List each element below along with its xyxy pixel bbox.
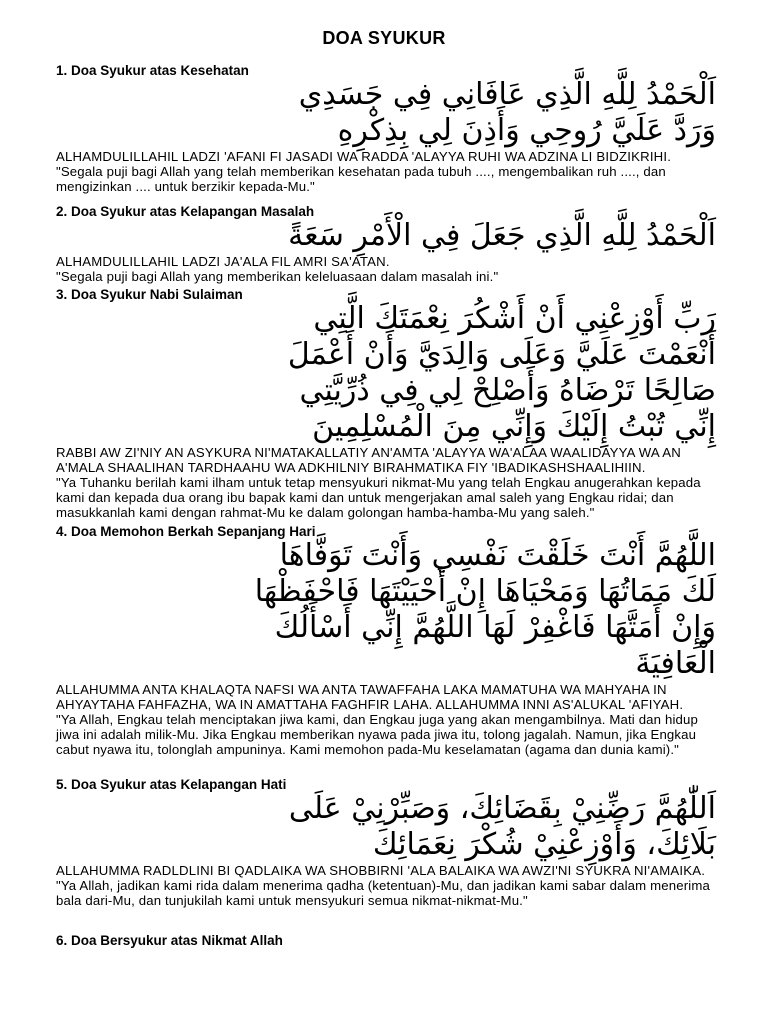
transliteration: RABBI AW ZI'NIY AN ASYKURA NI'MATAKALLATIY AN'AMTA 'ALAYYA WA'ALAA WAALIDAYYA WA AN A'MALA SHAALIHAN TARDHAAHU WA ADKHILNIY BIRAHMATIKA FIY 'IBADIKASHSHAALIHIIN. [56,445,682,475]
arabic-text [56,791,716,863]
arabic-line: وَإِنْ أَمَتَّهَا فَاغْفِرْ لَهَا اللَّهُمَّ إِنِّي أَسْأَلُكَ [274,610,716,645]
meaning: "Segala puji bagi Allah yang telah memberikan kesehatan pada tubuh ...., mengembalikan ruh ...., dan mengizinkan .... untuk berzikir kepada-Mu." [56,164,666,194]
arabic-line: الْعَافِيَةَ [635,646,716,681]
arabic-text [56,77,716,149]
section-2 [56,204,716,284]
section-heading: 6. Doa Bersyukur atas Nikmat Allah [56,933,283,948]
arabic-line: رَبِّ أَوْزِعْنِي أَنْ أَشْكُرَ نِعْمَتَكَ الَّتِي [313,301,716,336]
section-5 [56,777,716,908]
transliteration: ALHAMDULILLAHIL LADZI JA'ALA FIL AMRI SA'ATAN. [56,254,390,269]
arabic-line: وَرَدَّ عَلَيَّ رُوحِي وَأَذِنَ لِي بِذِكْرِهِ [337,113,716,148]
arabic-line: اَلْحَمْدُ لِلَّهِ الَّذِي جَعَلَ فِي الْأَمْرِ سَعَةً [288,218,716,253]
section-heading: 5. Doa Syukur atas Kelapangan Hati [56,777,287,792]
page-title: DOA SYUKUR [322,28,446,48]
arabic-line: إِنِّي تُبْتُ إِلَيْكَ وَإِنِّي مِنَ الْمُسْلِمِينَ [312,409,716,444]
arabic-line: اَلْحَمْدُ لِلَّهِ الَّذِي عَافَانِي فِي جَسَدِي [298,77,716,112]
arabic-line: بَلَائِكَ، وَأَوْزِعْنِيْ شُكْرَ نِعَمَائِكَ [372,827,716,862]
transliteration: ALLAHUMMA ANTA KHALAQTA NAFSI WA ANTA TAWAFFAHA LAKA MAMATUHA WA MAHYAHA IN AHYAYTAHA FAHFAZHA, WA IN AMATTAHA FAGHFIR LAHA. ALLAHUMMA INNI AS'ALUKAL 'AFIYAH. [56,682,684,712]
meaning: "Ya Tuhanku berilah kami ilham untuk tetap mensyukuri nikmat-Mu yang telah Engkau anugerahkan kepada kami dan kepada dua orang ibu bapak kami dan untuk mengerjakan amal saleh yang Engkau ridai; dan masukkanlah kami dengan rahmat-Mu ke dalam golongan hamba-hamba-Mu yang saleh." [56,475,701,520]
section-1 [56,63,716,194]
arabic-text [56,538,716,682]
transliteration: ALLAHUMMA RADLDLINI BI QADLAIKA WA SHOBBIRNI 'ALA BALAIKA WA AWZI'NI SYUKRA NI'AMAIKA. [56,863,706,878]
meaning: "Ya Allah, Engkau telah menciptakan jiwa kami, dan Engkau juga yang akan mengambilnya. Mati dan hidup jiwa ini adalah milik-Mu. Jika Engkau memberikan nyawa pada jiwa itu, tolong jagalah. Namun, jika Engkau cabut nyawa itu, tolonglah ampuninya. Kami memohon pada-Mu keselamatan (agama dan dunia kami)." [56,712,698,757]
meaning: "Ya Allah, jadikan kami rida dalam menerima qadha (ketentuan)-Mu, dan jadikan kami sabar dalam menerima bala dari-Mu, dan tunjukilah kami untuk mensyukuri semua nikmat-nikmat-Mu." [56,878,710,908]
transliteration: ALHAMDULILLAHIL LADZI 'AFANI FI JASADI WA RADDA 'ALAYYA RUHI WA ADZINA LI BIDZIKRIHI. [56,149,672,164]
section-heading: 3. Doa Syukur Nabi Sulaiman [56,287,243,302]
arabic-line: صَالِحًا تَرْضَاهُ وَأَصْلِحْ لِي فِي ذُرِّيَّتِي [299,373,716,408]
section-3 [56,287,716,520]
section-6 [56,933,716,949]
arabic-text [56,301,716,445]
arabic-line: أَنْعَمْتَ عَلَيَّ وَعَلَى وَالِدَيَّ وَأَنْ أَعْمَلَ [287,337,716,372]
arabic-line: اَللّٰهُمَّ رَضِّنِيْ بِقَضَائِكَ، وَصَبِّرْنِيْ عَلَى [288,791,716,826]
arabic-line: لَكَ مَمَاتُهَا وَمَحْيَاهَا إِنْ أَحْيَيْتَهَا فَاحْفَظْهَا [254,574,716,609]
arabic-text [56,218,716,254]
section-heading: 4. Doa Memohon Berkah Sepanjang Hari [56,524,316,539]
section-4 [56,524,716,757]
section-heading: 1. Doa Syukur atas Kesehatan [56,63,249,78]
arabic-line: اللَّهُمَّ أَنْتَ خَلَقْتَ نَفْسِي وَأَنْتَ تَوَفَّاهَا [279,538,716,573]
meaning: "Segala puji bagi Allah yang memberikan keleluasaan dalam masalah ini." [56,269,499,284]
section-heading: 2. Doa Syukur atas Kelapangan Masalah [56,204,315,219]
